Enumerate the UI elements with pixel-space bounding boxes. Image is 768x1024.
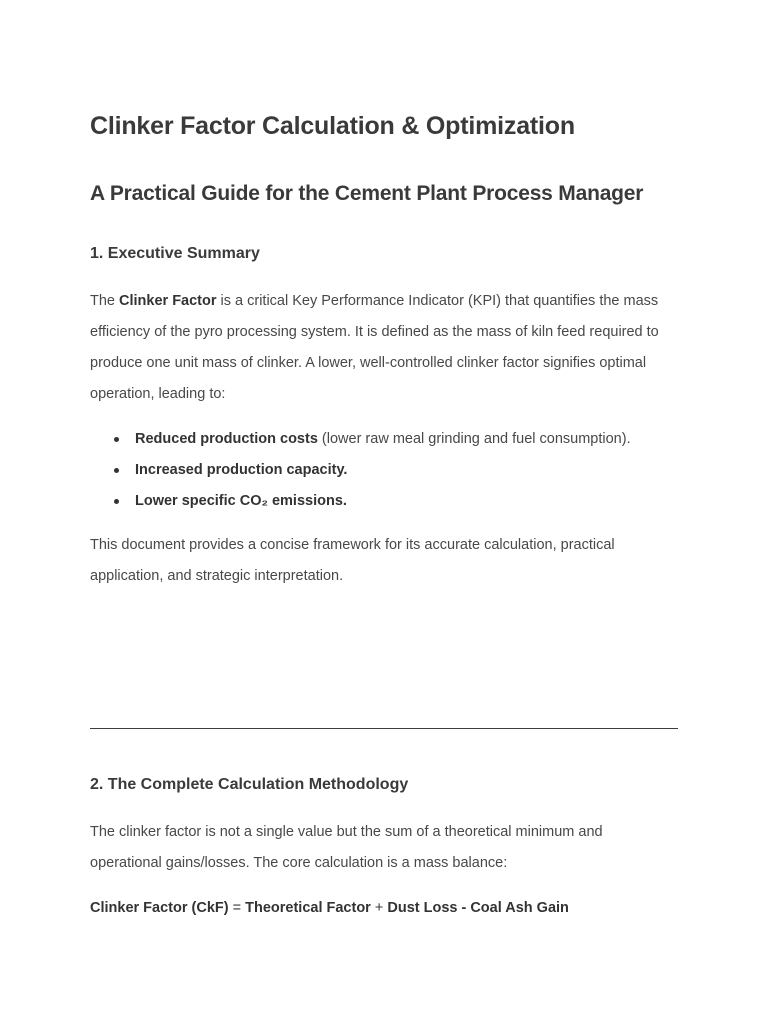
list-item <box>135 486 631 517</box>
intro-prefix: The <box>90 293 120 309</box>
section-divider <box>90 728 678 729</box>
formula-equals: = <box>228 900 246 916</box>
benefit-bold: Lower specific CO₂ emissions. <box>135 493 347 509</box>
list-item <box>135 455 631 486</box>
benefits-list <box>90 424 631 517</box>
document-title: Clinker Factor Calculation & Optimization <box>90 112 575 140</box>
executive-summary-closing: This document provides a concise framework for its accurate calculation, practical application, and strategic interpretation. <box>90 537 615 584</box>
clinker-factor-term: Clinker Factor <box>119 293 217 309</box>
section-heading-executive-summary: 1. Executive Summary <box>90 245 260 262</box>
methodology-paragraph: The clinker factor is not a single value but the sum of a theoretical minimum and operational gains/losses. The core calculation is a mass balance: <box>90 824 603 871</box>
formula-lhs: Clinker Factor (CkF) <box>90 900 229 916</box>
formula-theoretical-factor: Theoretical Factor <box>245 900 371 916</box>
benefit-bold: Reduced production costs <box>135 431 318 447</box>
formula-dust-coal-ash: Dust Loss - Coal Ash Gain <box>387 900 569 916</box>
executive-summary-paragraph <box>90 286 678 410</box>
intro-text: is a critical Key Performance Indicator (KPI) that quantifies the mass efficiency of the pyro processing system. It is defined as the mass of kiln feed required to produce one unit mass of clinker. A lower, well-controlled clinker factor signifies optimal operation, leading to: <box>90 293 659 402</box>
clinker-factor-formula <box>90 893 569 924</box>
benefit-text: (lower raw meal grinding and fuel consumption). <box>317 431 631 447</box>
benefit-bold: Increased production capacity. <box>135 462 348 478</box>
section-heading-calculation-methodology: 2. The Complete Calculation Methodology <box>90 776 409 793</box>
document-subtitle: A Practical Guide for the Cement Plant Process Manager <box>90 182 644 205</box>
formula-plus: + <box>370 900 388 916</box>
list-item <box>135 424 631 455</box>
